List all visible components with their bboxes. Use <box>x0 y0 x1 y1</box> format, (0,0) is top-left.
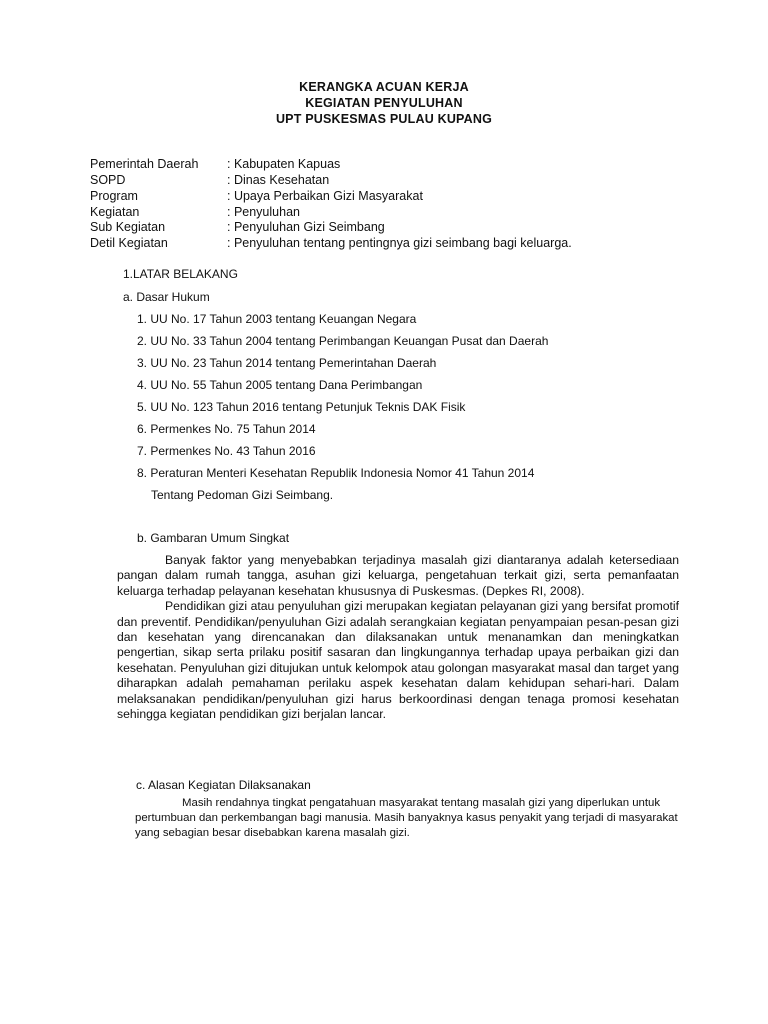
meta-label: Pemerintah Daerah <box>90 157 199 171</box>
gambaran-umum-body <box>117 553 679 722</box>
title-line-1: KERANGKA ACUAN KERJA <box>299 80 469 94</box>
list-item: 4. UU No. 55 Tahun 2005 tentang Dana Perimbangan <box>137 378 423 392</box>
meta-label: SOPD <box>90 173 126 187</box>
subsection-heading-alasan-kegiatan: c. Alasan Kegiatan Dilaksanakan <box>136 778 311 792</box>
paragraph: Banyak faktor yang menyebabkan terjadinya masalah gizi diantaranya adalah ketersediaan pangan dalam rumah tangga, asuhan gizi keluarga, pengetahuan terkait gizi, serta pemanfaatan keluarga terhadap pelayanan kesehatan khususnya di Puskesmas. (Depkes RI, 2008). <box>117 553 679 598</box>
meta-label: Program <box>90 189 138 203</box>
list-item: 6. Permenkes No. 75 Tahun 2014 <box>137 422 316 436</box>
meta-value: : Kabupaten Kapuas <box>227 157 341 171</box>
meta-value: : Penyuluhan Gizi Seimbang <box>227 220 385 234</box>
title-line-3: UPT PUSKESMAS PULAU KUPANG <box>275 112 493 126</box>
list-item: 7. Permenkes No. 43 Tahun 2016 <box>137 444 316 458</box>
paragraph: Pendidikan gizi atau penyuluhan gizi merupakan kegiatan pelayanan gizi yang bersifat promotif dan preventif. Pendidikan/penyuluhan Gizi adalah serangkaian kegiatan penyampaian pesan-pesan gizi dan kesehatan yang direncanakan dan dilaksanakan untuk menanamkan dan meningkatkan pengertian, sikap serta prilaku positif sasaran dan lingkungannya terhadap upaya perbaikan gizi dan kesehatan. Penyuluhan gizi ditujukan untuk kelompok atau golongan masyarakat masal dan target yang diharapkan adalah pemahaman perilaku aspek kesehatan dalam kehidupan sehari-hari. Dalam melaksanakan pendidikan/penyuluhan gizi harus berkoordinasi dengan tenaga promosi kesehatan sehingga kegiatan pendidikan gizi berjalan lancar. <box>117 599 679 722</box>
meta-value: : Penyuluhan tentang pentingnya gizi seimbang bagi keluarga. <box>227 236 572 250</box>
meta-label: Sub Kegiatan <box>90 220 166 234</box>
meta-label: Kegiatan <box>90 205 140 219</box>
subsection-heading-gambaran-umum: b. Gambaran Umum Singkat <box>137 531 290 545</box>
title-line-2: KEGIATAN PENYULUHAN <box>305 96 463 110</box>
meta-label: Detil Kegiatan <box>90 236 168 250</box>
meta-value: : Upaya Perbaikan Gizi Masyarakat <box>227 189 423 203</box>
list-item: 2. UU No. 33 Tahun 2004 tentang Perimbangan Keuangan Pusat dan Daerah <box>137 334 549 348</box>
meta-value: : Penyuluhan <box>227 205 300 219</box>
list-item: 5. UU No. 123 Tahun 2016 tentang Petunjuk Teknis DAK Fisik <box>137 400 466 414</box>
meta-value: : Dinas Kesehatan <box>227 173 330 187</box>
section-heading-latar-belakang: 1.LATAR BELAKANG <box>123 267 238 281</box>
list-item: 1. UU No. 17 Tahun 2003 tentang Keuangan Negara <box>137 312 417 326</box>
subsection-heading-dasar-hukum: a. Dasar Hukum <box>123 290 210 304</box>
list-item-continuation: Tentang Pedoman Gizi Seimbang. <box>151 488 334 502</box>
paragraph: Masih rendahnya tingkat pengatahuan masyarakat tentang masalah gizi yang diperlukan untuk pertumbuan dan perkembangan bagi manusia. Masih banyaknya kasus penyakit yang terjadi di masyarakat yang sebagian besar disebabkan karena masalah gizi. <box>135 797 678 840</box>
list-item: 3. UU No. 23 Tahun 2014 tentang Pemerintahan Daerah <box>137 356 437 370</box>
alasan-kegiatan-body <box>135 796 680 842</box>
list-item: 8. Peraturan Menteri Kesehatan Republik Indonesia Nomor 41 Tahun 2014 <box>137 466 535 480</box>
